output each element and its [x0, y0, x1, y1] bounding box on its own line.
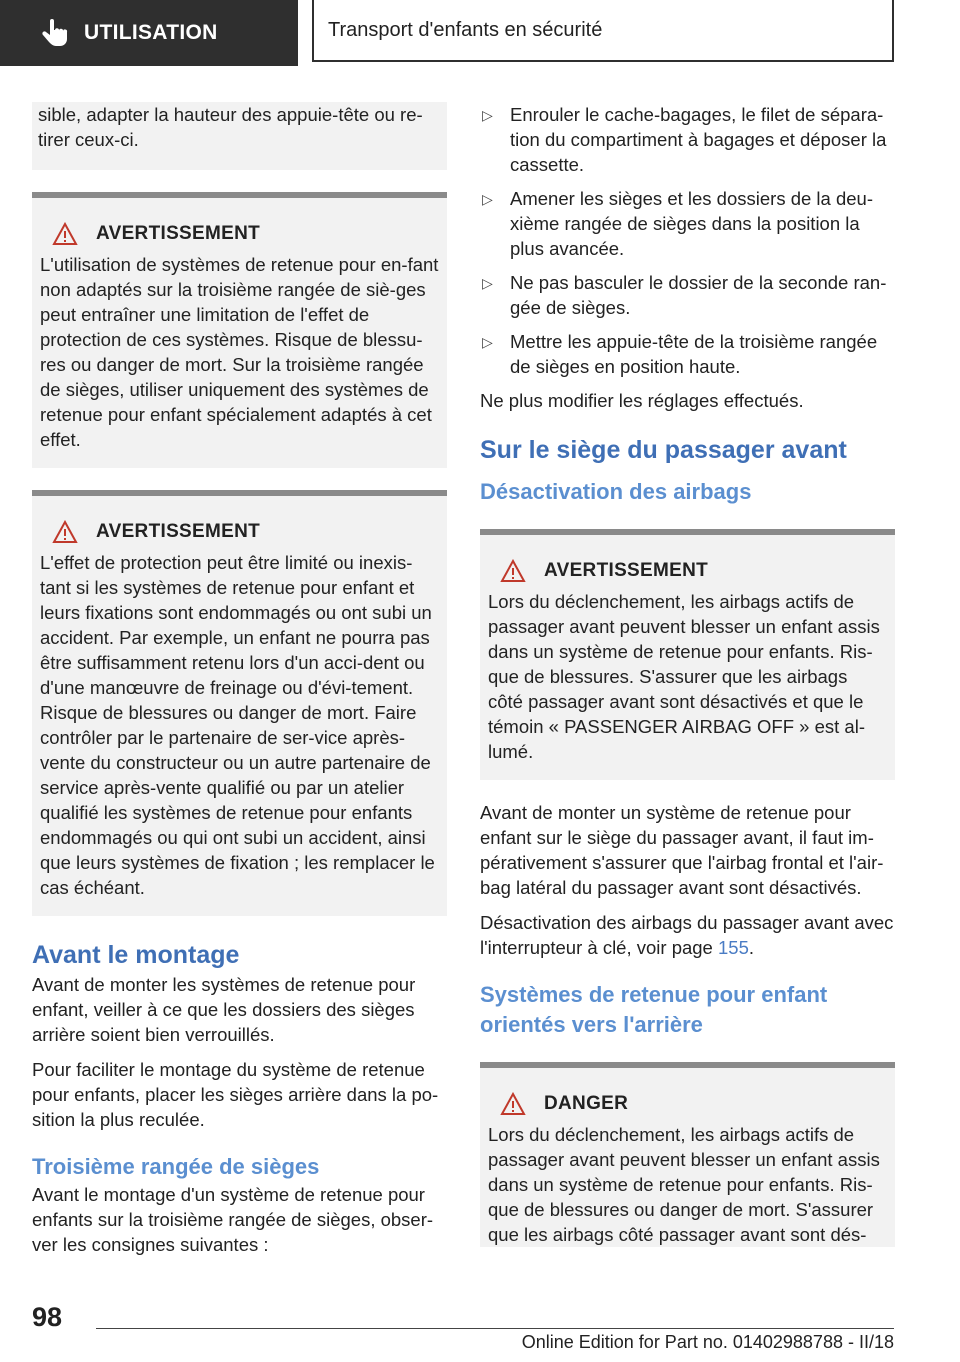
list-item: ▷ Amener les sièges et les dossiers de la deu-xième rangée de sièges dans la position la plus avancée.	[482, 188, 873, 259]
heading-passager-avant: Sur le siège du passager avant	[480, 436, 847, 464]
paragraph: Avant de monter un système de retenue pour enfant sur le siège du passager avant, il faut im-pérativement s'assurer que l'airbag frontal et l'air-bag latéral du passager avant sont désactivés.	[480, 802, 884, 898]
danger-header	[500, 1092, 887, 1116]
triangle-bullet-icon: ▷	[482, 107, 493, 123]
danger-text: Lors du déclenchement, les airbags actifs de passager avant peuvent blesser un enfant assis dans un système de retenue pour enfants. Ris-que de blessures ou danger de mort. S'assurer que les airbags côté passager avant sont dés-	[488, 1124, 880, 1245]
warning-triangle-icon	[500, 559, 526, 583]
heading-desactivation-airbags: Désactivation des airbags	[480, 479, 752, 504]
triangle-bullet-icon: ▷	[482, 275, 493, 291]
triangle-bullet-icon: ▷	[482, 334, 493, 350]
list-item: ▷ Mettre les appuie-tête de la troisième rangée de sièges en position haute.	[482, 331, 878, 377]
page-number: 98	[32, 1302, 63, 1332]
list-item: ▷ Ne pas basculer le dossier de la seconde ran-gée de sièges.	[482, 272, 887, 318]
paragraph: Avant de monter les systèmes de retenue pour enfant, veiller à ce que les dossiers des sièges arrière soient bien verrouillés.	[32, 974, 416, 1045]
warning-header	[52, 222, 439, 246]
warning-text: L'effet de protection peut être limité ou inexis-tant si les systèmes de retenue pour enfant et leurs fixations sont endommagés ou ont subi un accident. Par exemple, un enfant ne pourra pas être suffisamment retenu lors d'un acci-dent ou d'une manœuvre de freinage ou d'évi-tement. Risque de blessures ou danger de mort. Faire contrôler par le partenaire de ser-vice après-vente du constructeur ou un autre partenaire de service après-vente qualifié ou par un atelier qualifié les systèmes de retenue pour enfants endommagés ou qui ont subi un accident, ainsi que leurs systèmes de fixation ; les remplacer le cas échéant.	[40, 552, 435, 898]
warning-triangle-icon	[52, 520, 78, 544]
warning-title: AVERTISSEMENT	[544, 560, 709, 581]
warning-header	[500, 559, 887, 583]
warning-box-3	[480, 529, 895, 780]
warning-triangle-icon	[52, 222, 78, 246]
page-header	[0, 0, 960, 66]
warning-triangle-icon	[500, 1092, 526, 1116]
heading-avant-montage: Avant le montage	[32, 941, 240, 969]
paragraph: Ne plus modifier les réglages effectués.	[480, 390, 804, 411]
triangle-bullet-icon: ▷	[482, 191, 493, 207]
paragraph: Pour faciliter le montage du système de retenue pour enfants, placer les sièges arrière dans la po-sition la plus reculée.	[32, 1059, 439, 1130]
warning-box-1	[32, 192, 447, 468]
paragraph-desactivation: Désactivation des airbags du passager avant avec l'interrupteur à clé, voir page 155.	[480, 912, 894, 958]
section-tab-label: UTILISATION	[84, 21, 218, 44]
heading-troisieme-rangee: Troisième rangée de sièges	[32, 1154, 320, 1179]
right-column	[480, 102, 895, 1247]
list-item: ▷ Enrouler le cache-bagages, le filet de sépara-tion du compartiment à bagages et déposer la cassette.	[482, 104, 887, 175]
edition-footer: Online Edition for Part no. 01402988788 - II/18	[521, 1332, 894, 1352]
warning-title: AVERTISSEMENT	[96, 223, 261, 244]
paragraph: Avant le montage d'un système de retenue pour enfants sur la troisième rangée de sièges, obser-ver les consignes suivantes :	[32, 1184, 434, 1255]
hand-pointer-icon	[40, 18, 70, 48]
bullet-list	[480, 102, 895, 379]
intro-text: sible, adapter la hauteur des appuie-tête ou re-tirer ceux-ci.	[38, 104, 423, 150]
warning-box-2	[32, 490, 447, 916]
heading-systemes-arriere: Systèmes de retenue pour enfant orientés vers l'arrière	[480, 982, 828, 1037]
section-tab	[0, 0, 298, 66]
warning-header	[52, 520, 439, 544]
page-link[interactable]: 155	[718, 937, 749, 958]
warning-text: Lors du déclenchement, les airbags actifs de passager avant peuvent blesser un enfant assis dans un système de retenue pour enfants. Ris-que de blessures. S'assurer que les airbags côté passager avant sont désactivés et que le témoin « PASSENGER AIRBAG OFF » est al-lumé.	[488, 591, 880, 762]
chapter-title: Transport d'enfants en sécurité	[328, 18, 603, 41]
intro-box	[32, 102, 447, 170]
warning-text: L'utilisation de systèmes de retenue pour en-fant non adaptés sur la troisième rangée de siè-ges peut entraîner une limitation de l'effet de protection de ces systèmes. Risque de blessu-res ou danger de mort. Sur la troisième rangée de sièges, utiliser uniquement des systèmes de retenue pour enfant spécialement adaptés à cet effet.	[40, 254, 439, 450]
danger-title: DANGER	[544, 1093, 629, 1114]
danger-box	[480, 1062, 895, 1247]
left-column	[32, 102, 447, 1257]
chapter-title-tab	[312, 0, 894, 62]
footer-divider	[96, 1328, 894, 1329]
warning-title: AVERTISSEMENT	[96, 521, 261, 542]
